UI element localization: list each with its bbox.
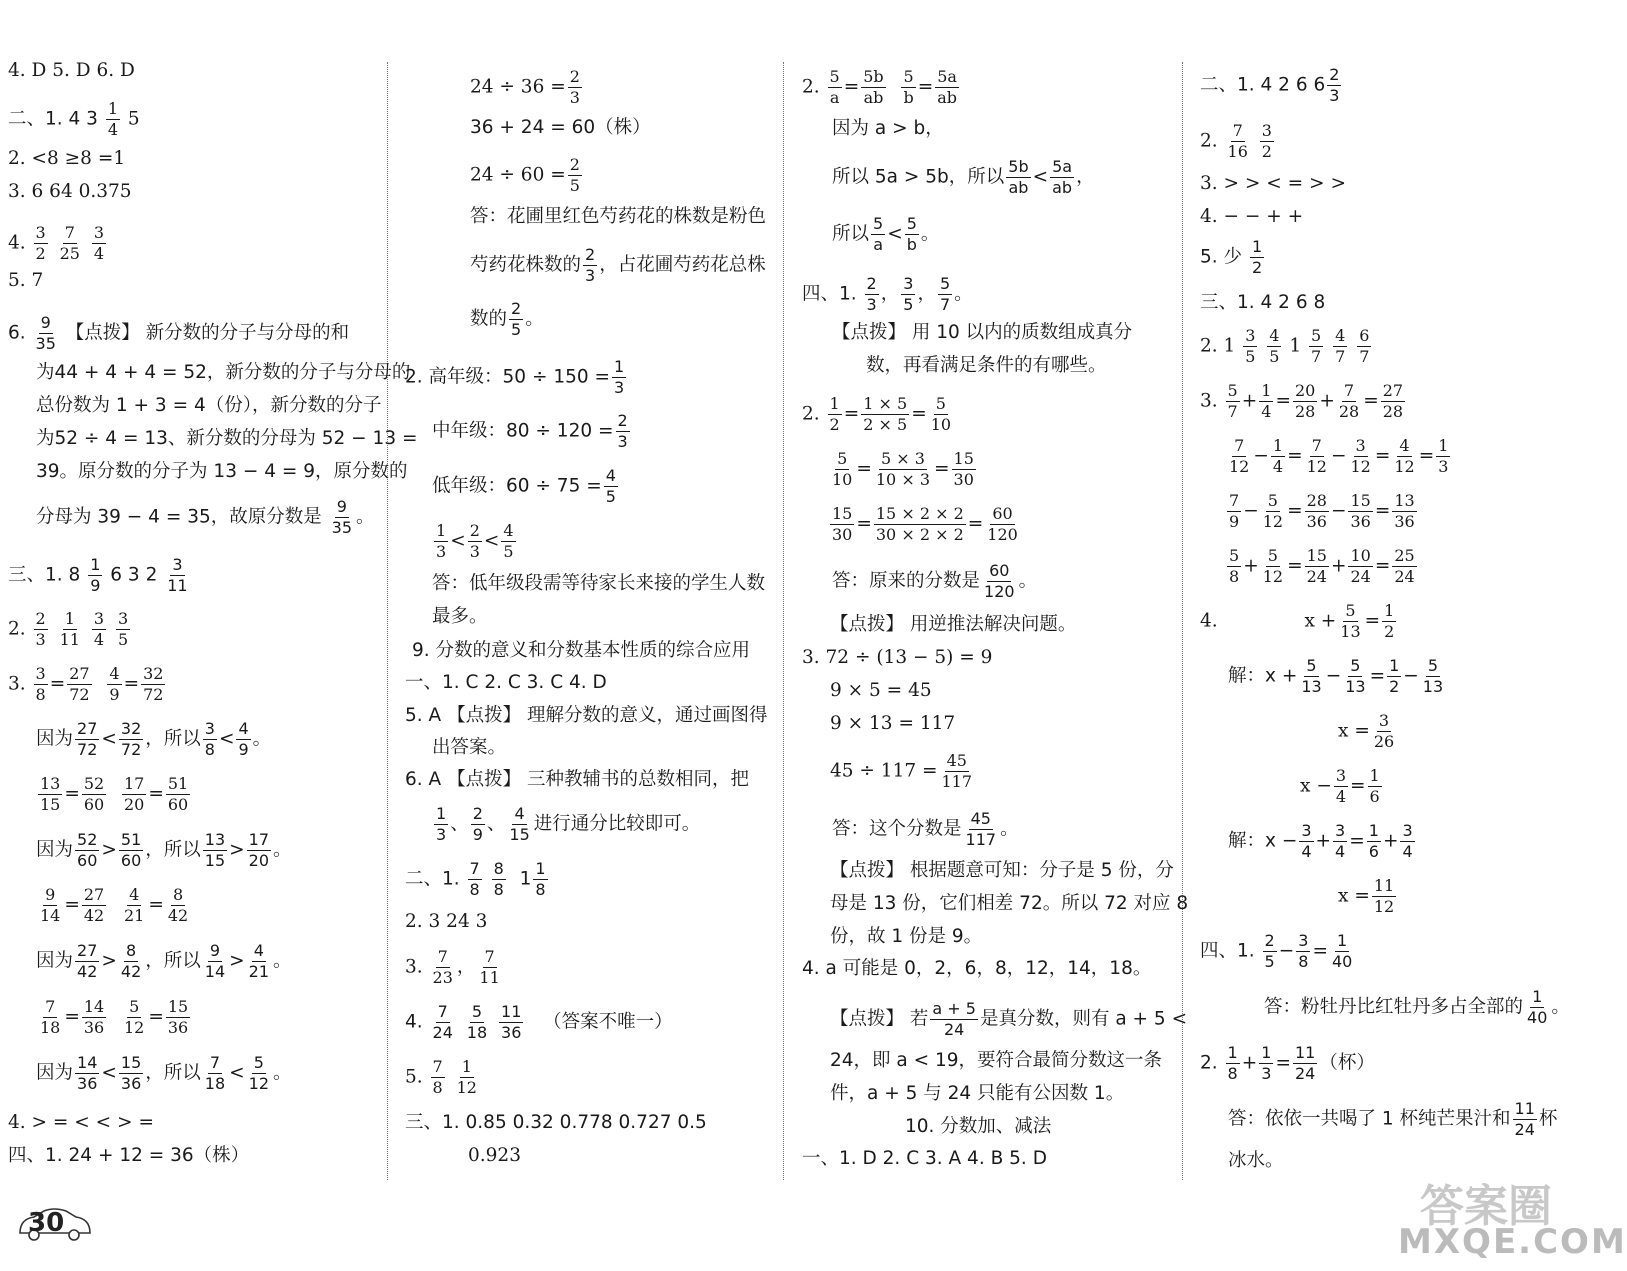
fraction: $\frac{11}{12}$ — [1373, 876, 1395, 916]
fraction: $\frac{1}{40}$ — [1331, 931, 1353, 971]
fraction: $\frac{3}{4}$ — [1335, 766, 1347, 806]
answer-line: 冰水。 — [1228, 1150, 1284, 1171]
answer-line: 三、1. 4 2 6 8 — [1200, 292, 1326, 313]
answer-line: 24，即 a < 19，要符合最简分数这一条 — [830, 1050, 1163, 1071]
watermark-text: MXQE.COM — [1398, 1222, 1627, 1262]
fraction: $\frac{1}{9}$ — [90, 555, 101, 595]
fraction: $\frac{4}{9}$ — [109, 664, 120, 704]
answer-line: $\frac{1}{3}$ < $\frac{2}{3}$ < $\frac{4}{5}$ — [436, 521, 514, 561]
fraction: $\frac{5}{b}$ — [906, 214, 917, 254]
fraction: $\frac{1}{3}$ — [614, 357, 625, 397]
fraction: $\frac{45}{117}$ — [941, 751, 973, 791]
column-divider — [783, 62, 784, 1180]
fraction: $\frac{1}{6}$ — [1368, 821, 1379, 861]
fraction: $\frac{6}{7}$ — [1359, 326, 1370, 366]
answer-line: 母是 13 份，它们相差 72。所以 72 对应 8 — [830, 893, 1189, 914]
fraction: $\frac{28}{36}$ — [1306, 491, 1327, 531]
fraction: $\frac{3}{4}$ — [1402, 821, 1413, 861]
fraction: $\frac{7}{9}$ — [1229, 491, 1240, 531]
fraction: $\frac{27}{42}$ — [83, 885, 105, 925]
answer-line: $\frac{15}{30}$ = $\frac{15 \times 2 \times 2}{30 \times 2 \times 2}$ = $\frac{60}{120}$ — [832, 504, 1018, 544]
answer-line: 2. $\frac{5}{a}$ = $\frac{5b}{ab}$ $\frac{5}{b}$ = $\frac{5a}{ab}$ — [802, 67, 957, 107]
answer-line: 4. x + $\frac{5}{13}$ = $\frac{1}{2}$ — [1200, 601, 1395, 641]
fraction: $\frac{15 \times 2 \times 2}{30 \times 2 \times 2}$ — [875, 504, 964, 544]
answer-line: 3. $\frac{7}{23}$ ， $\frac{7}{11}$ — [405, 947, 500, 987]
answer-line: 答：依依一共喝了 1 杯纯芒果汁和 $\frac{11}{24}$ 杯 — [1228, 1099, 1558, 1139]
answer-line: 因为 $\frac{52}{60}$ > $\frac{51}{60}$ ，所以 $\frac{13}{15}$ > $\frac{17}{20}$ 。 — [36, 830, 292, 870]
answer-line: 因为 $\frac{27}{72}$ < $\frac{32}{72}$ ，所以 $\frac{3}{8}$ < $\frac{4}{9}$ 。 — [36, 719, 272, 759]
answer-line: 解：x − $\frac{3}{4}$ + $\frac{3}{4}$ = $\frac{1}{6}$ + $\frac{3}{4}$ — [1228, 821, 1413, 861]
answer-line: 数，再看满足条件的有哪些。 — [866, 355, 1107, 376]
fraction: $\frac{1}{3}$ — [1261, 1043, 1272, 1083]
answer-line: 24 ÷ 60 = $\frac{2}{5}$ — [470, 155, 580, 195]
fraction: $\frac{1}{2}$ — [1251, 237, 1263, 277]
answer-line: 所以 $\frac{5}{a}$ < $\frac{5}{b}$ 。 — [832, 214, 940, 254]
answer-line: 6. A 【点拨】 三种教辅书的总数相同，把 — [405, 769, 749, 790]
fraction: $\frac{11}{24}$ — [1514, 1099, 1535, 1139]
fraction: $\frac{7}{11}$ — [479, 947, 500, 987]
fraction: $\frac{1}{2}$ — [1384, 601, 1395, 641]
fraction: $\frac{60}{120}$ — [984, 561, 1015, 601]
answer-line: 45 ÷ 117 = $\frac{45}{117}$ — [830, 751, 973, 791]
answer-line: $\frac{13}{15}$ = $\frac{52}{60}$ $\frac{17}{20}$ = $\frac{51}{60}$ — [40, 774, 189, 814]
answer-line: 2. 1 $\frac{3}{5}$ $\frac{4}{5}$ 1 $\frac{5}{7}$ $\frac{4}{7}$ $\frac{6}{7}$ — [1200, 326, 1370, 366]
fraction: $\frac{5}{8}$ — [1229, 546, 1240, 586]
fraction: $\frac{1}{4}$ — [1261, 381, 1272, 421]
answer-line: 2. $\frac{1}{2}$ = $\frac{1 \times 5}{2 \times 5}$ = $\frac{5}{10}$ — [802, 394, 952, 434]
answer-line: 因为 $\frac{14}{36}$ < $\frac{15}{36}$ ，所以 $\frac{7}{18}$ < $\frac{5}{12}$ 。 — [36, 1053, 292, 1093]
answer-line: 4. a 可能是 0，2，6，8，12，14，18。 — [802, 958, 1152, 979]
answer-line: x = $\frac{11}{12}$ — [1338, 876, 1395, 916]
fraction: $\frac{8}{42}$ — [167, 885, 189, 925]
answer-line: 件，a + 5 与 24 只能有公因数 1。 — [830, 1083, 1125, 1104]
answer-line: 为52 ÷ 4 = 13、新分数的分母为 52 − 13 = — [36, 428, 418, 449]
fraction: $\frac{5a}{ab}$ — [937, 67, 957, 107]
fraction: $\frac{17}{20}$ — [248, 830, 269, 870]
fraction: $\frac{4}{9}$ — [238, 719, 249, 759]
answer-line: 3. 6 64 0.375 — [8, 181, 132, 202]
fraction: $\frac{7}{28}$ — [1338, 381, 1360, 421]
fraction: $\frac{5}{13}$ — [1422, 656, 1444, 696]
answer-line: 2. $\frac{1}{8}$ + $\frac{1}{3}$ = $\frac{11}{24}$ （杯） — [1200, 1043, 1375, 1083]
fraction: $\frac{51}{60}$ — [167, 774, 189, 814]
answer-line: 24 ÷ 36 = $\frac{2}{3}$ — [470, 67, 580, 107]
fraction: $\frac{45}{117}$ — [965, 809, 997, 849]
fraction: $\frac{5}{b}$ — [903, 67, 914, 107]
fraction: $\frac{9}{35}$ — [331, 497, 353, 537]
fraction: $\frac{7}{8}$ — [469, 859, 480, 899]
fraction: $\frac{27}{72}$ — [69, 664, 90, 704]
fraction: $\frac{1}{8}$ — [535, 859, 546, 899]
fraction: $\frac{2}{3}$ — [617, 411, 628, 451]
answer-line: 四、1. $\frac{2}{5}$ − $\frac{3}{8}$ = $\frac{1}{40}$ — [1200, 931, 1353, 971]
fraction: $\frac{32}{72}$ — [120, 719, 142, 759]
fraction: $\frac{7}{16}$ — [1227, 121, 1248, 161]
fraction: $\frac{8}{42}$ — [120, 941, 142, 981]
answer-line: 二、1. $\frac{7}{8}$ $\frac{8}{8}$ 1 $\frac{1}{8}$ — [405, 859, 546, 899]
answer-line: 【点拨】 用逆推法解决问题。 — [830, 614, 1077, 635]
answer-line: 答：花圃里红色芍药花的株数是粉色 — [470, 206, 767, 227]
answer-line: 4. − − + + — [1200, 206, 1304, 227]
fraction: $\frac{1}{3}$ — [1438, 436, 1449, 476]
fraction: $\frac{1}{11}$ — [59, 609, 80, 649]
fraction: $\frac{5b}{ab}$ — [1008, 157, 1029, 197]
page-number: 30 — [28, 1208, 65, 1238]
fraction: $\frac{10}{24}$ — [1350, 546, 1371, 586]
fraction: $\frac{15}{36}$ — [120, 1053, 142, 1093]
answer-line: 4. D 5. D 6. D — [8, 60, 135, 81]
answer-line: 5. $\frac{7}{8}$ $\frac{1}{12}$ — [405, 1057, 477, 1097]
fraction: $\frac{7}{25}$ — [59, 223, 80, 263]
fraction: $\frac{7}{8}$ — [432, 1057, 443, 1097]
fraction: $\frac{3}{26}$ — [1373, 711, 1395, 751]
fraction: $\frac{2}{3}$ — [866, 274, 877, 314]
answer-line: 9 × 5 = 45 — [830, 680, 932, 701]
fraction: $\frac{4}{12}$ — [1394, 436, 1415, 476]
answer-line: $\frac{9}{14}$ = $\frac{27}{42}$ $\frac{4}{21}$ = $\frac{8}{42}$ — [40, 885, 189, 925]
fraction: $\frac{1}{12}$ — [456, 1057, 477, 1097]
fraction: $\frac{a + 5}{24}$ — [932, 999, 976, 1039]
fraction: $\frac{3}{4}$ — [1301, 821, 1312, 861]
answer-line: 2. $\frac{2}{3}$ $\frac{1}{11}$ $\frac{3}{4}$ $\frac{3}{5}$ — [8, 609, 129, 649]
fraction: $\frac{9}{35}$ — [35, 313, 56, 353]
fraction: $\frac{32}{72}$ — [143, 664, 164, 704]
fraction: $\frac{1}{2}$ — [1389, 656, 1400, 696]
answer-line: 三、1. 0.85 0.32 0.778 0.727 0.5 — [405, 1112, 707, 1133]
fraction: $\frac{5 \times 3}{10 \times 3}$ — [875, 449, 930, 489]
fraction: $\frac{5}{7}$ — [939, 274, 951, 314]
fraction: $\frac{5}{a}$ — [873, 214, 884, 254]
fraction: $\frac{9}{14}$ — [40, 885, 61, 925]
fraction: $\frac{7}{18}$ — [204, 1053, 226, 1093]
answer-line: 【点拨】 根据题意可知：分子是 5 份，分 — [830, 860, 1174, 881]
fraction: $\frac{52}{60}$ — [77, 830, 98, 870]
answer-line: 2. <8 ≥8 =1 — [8, 148, 126, 169]
answer-line: $\frac{7}{18}$ = $\frac{14}{36}$ $\frac{5}{12}$ = $\frac{15}{36}$ — [40, 997, 189, 1037]
fraction: $\frac{2}{5}$ — [511, 299, 522, 339]
answer-line: 6. $\frac{9}{35}$ 【点拨】 新分数的分子与分母的和 — [8, 313, 350, 353]
answer-line: 二、1. 4 3 $\frac{1}{4}$ 5 — [8, 99, 140, 139]
answer-line: 2. $\frac{7}{16}$ $\frac{3}{2}$ — [1200, 121, 1272, 161]
fraction: $\frac{14}{36}$ — [83, 997, 105, 1037]
fraction: $\frac{15}{36}$ — [167, 997, 189, 1037]
fraction: $\frac{3}{12}$ — [1350, 436, 1371, 476]
answer-line: 36 + 24 = 60（株） — [470, 117, 651, 138]
answer-line: 0.923 — [468, 1145, 521, 1166]
fraction: $\frac{5}{12}$ — [124, 997, 145, 1037]
fraction: $\frac{14}{36}$ — [77, 1053, 98, 1093]
fraction: $\frac{3}{4}$ — [93, 609, 105, 649]
fraction: $\frac{11}{36}$ — [501, 1002, 522, 1042]
fraction: $\frac{5}{18}$ — [466, 1002, 488, 1042]
fraction: $\frac{15}{24}$ — [1306, 546, 1327, 586]
answer-line: 3. $\frac{5}{7}$ + $\frac{1}{4}$ = $\frac{20}{28}$ + $\frac{7}{28}$ = $\frac{27}{28}$ — [1200, 381, 1404, 421]
fraction: $\frac{13}{15}$ — [204, 830, 226, 870]
answer-line: 芍药花株数的 $\frac{2}{3}$ ，占花圃芍药花总株 — [470, 245, 766, 285]
fraction: $\frac{2}{3}$ — [569, 67, 580, 107]
fraction: $\frac{13}{36}$ — [1394, 491, 1415, 531]
fraction: $\frac{27}{42}$ — [77, 941, 98, 981]
fraction: $\frac{5}{7}$ — [1227, 381, 1238, 421]
answer-line: 二、1. 4 2 6 6 $\frac{2}{3}$ — [1200, 65, 1340, 105]
answer-line: $\frac{1}{3}$ 、 $\frac{2}{9}$ 、 $\frac{4}{15}$ 进行通分比较即可。 — [436, 804, 701, 844]
answer-line: 【点拨】 用 10 以内的质数组成真分 — [832, 322, 1133, 343]
answer-line: 3. > > < = > > — [1200, 173, 1346, 194]
fraction: $\frac{15}{30}$ — [953, 449, 974, 489]
fraction: $\frac{7}{18}$ — [40, 997, 61, 1037]
answer-line: 2. 3 24 3 — [405, 911, 488, 932]
fraction: $\frac{4}{5}$ — [1269, 326, 1280, 366]
fraction: $\frac{25}{24}$ — [1394, 546, 1415, 586]
answer-line: 四、1. 24 + 12 = 36（株） — [8, 1145, 250, 1166]
fraction: $\frac{5}{13}$ — [1340, 601, 1361, 641]
answer-line: $\frac{5}{8}$ + $\frac{5}{12}$ = $\frac{15}{24}$ + $\frac{10}{24}$ = $\frac{25}{24}$ — [1229, 546, 1415, 586]
fraction: $\frac{5}{10}$ — [832, 449, 853, 489]
answer-line: 所以 5a > 5b，所以 $\frac{5b}{ab}$ < $\frac{5a}{ab}$ ， — [832, 157, 1095, 197]
answer-line: 5. 少 $\frac{1}{2}$ — [1200, 237, 1263, 277]
fraction: $\frac{20}{28}$ — [1294, 381, 1316, 421]
fraction: $\frac{3}{8}$ — [204, 719, 215, 759]
fraction: $\frac{2}{3}$ — [585, 245, 596, 285]
fraction: $\frac{1}{2}$ — [829, 394, 840, 434]
fraction: $\frac{13}{15}$ — [40, 774, 61, 814]
answer-line: 数的 $\frac{2}{5}$ 。 — [470, 299, 544, 339]
answer-line: 5. 7 — [8, 270, 44, 291]
fraction: $\frac{3}{4}$ — [1335, 821, 1346, 861]
fraction: $\frac{60}{120}$ — [987, 504, 1018, 544]
fraction: $\frac{4}{5}$ — [503, 521, 514, 561]
fraction: $\frac{5}{13}$ — [1345, 656, 1366, 696]
answer-line: 2. 高年级：50 ÷ 150 = $\frac{1}{3}$ — [405, 357, 625, 397]
fraction: $\frac{3}{11}$ — [167, 555, 188, 595]
fraction: $\frac{2}{5}$ — [569, 155, 580, 195]
fraction: $\frac{4}{21}$ — [124, 885, 145, 925]
answer-line: x = $\frac{3}{26}$ — [1338, 711, 1395, 751]
fraction: $\frac{7}{12}$ — [1229, 436, 1250, 476]
section-heading: 9. 分数的意义和分数基本性质的综合应用 — [412, 640, 751, 661]
answer-line: $\frac{7}{9}$ − $\frac{5}{12}$ = $\frac{28}{36}$ − $\frac{15}{36}$ = $\frac{13}{36}$ — [1229, 491, 1415, 531]
answer-line: 解：x + $\frac{5}{13}$ − $\frac{5}{13}$ = $\frac{1}{2}$ − $\frac{5}{13}$ — [1228, 656, 1444, 696]
answer-line: 39。原分数的分子为 13 − 4 = 9，原分数的 — [36, 461, 408, 482]
fraction: $\frac{7}{12}$ — [1306, 436, 1327, 476]
fraction: $\frac{3}{5}$ — [117, 609, 129, 649]
fraction: $\frac{2}{3}$ — [35, 609, 46, 649]
answer-line: 3. $\frac{3}{8}$ = $\frac{27}{72}$ $\frac{4}{9}$ = $\frac{32}{72}$ — [8, 664, 164, 704]
fraction: $\frac{8}{8}$ — [493, 859, 504, 899]
fraction: $\frac{5}{13}$ — [1301, 656, 1322, 696]
answer-line: 3. 72 ÷ (13 − 5) = 9 — [802, 647, 993, 668]
fraction: $\frac{3}{8}$ — [35, 664, 46, 704]
fraction: $\frac{4}{5}$ — [605, 466, 616, 506]
answer-line: 三、1. 8 $\frac{1}{9}$ 6 3 2 $\frac{3}{11}$ — [8, 555, 188, 595]
fraction: $\frac{5}{12}$ — [1262, 546, 1284, 586]
answer-line: 5. A 【点拨】 理解分数的意义，通过画图得 — [405, 705, 768, 726]
fraction: $\frac{1}{6}$ — [1369, 766, 1380, 806]
watermark-logo: 答案圈 — [1420, 1181, 1552, 1232]
fraction: $\frac{15}{30}$ — [832, 504, 853, 544]
answer-line: 分母为 39 − 4 = 35，故原分数是 $\frac{9}{35}$ 。 — [36, 497, 375, 537]
answer-line: x − $\frac{3}{4}$ = $\frac{1}{6}$ — [1300, 766, 1380, 806]
answer-line: 答：粉牡丹比红牡丹多占全部的 $\frac{1}{40}$ 。 — [1264, 987, 1570, 1027]
answer-line: $\frac{5}{10}$ = $\frac{5 \times 3}{10 \times 3}$ = $\frac{15}{30}$ — [832, 449, 974, 489]
fraction: $\frac{7}{24}$ — [432, 1002, 453, 1042]
fraction: $\frac{52}{60}$ — [83, 774, 105, 814]
fraction: $\frac{15}{36}$ — [1350, 491, 1371, 531]
fraction: $\frac{7}{23}$ — [432, 947, 453, 987]
answer-line: 一、1. C 2. C 3. C 4. D — [405, 672, 607, 693]
fraction: $\frac{51}{60}$ — [120, 830, 142, 870]
column-divider — [387, 62, 388, 1180]
fraction: $\frac{4}{21}$ — [248, 941, 269, 981]
answer-line: 【点拨】 若 $\frac{a + 5}{24}$ 是真分数，则有 a + 5 < — [830, 999, 1188, 1039]
answer-line: 出答案。 — [432, 737, 507, 758]
fraction: $\frac{5}{a}$ — [829, 67, 840, 107]
answer-line: 份，故 1 份是 9。 — [830, 926, 983, 947]
fraction: $\frac{5a}{ab}$ — [1052, 157, 1073, 197]
answer-line: 因为 a > b， — [832, 118, 944, 139]
fraction: $\frac{17}{20}$ — [124, 774, 145, 814]
answer-line: 最多。 — [432, 606, 488, 627]
answer-line: 为44 + 4 + 4 = 52，新分数的分子与分母的 — [36, 362, 411, 383]
answer-line: 四、1. $\frac{2}{3}$ ， $\frac{3}{5}$ ， $\frac{5}{7}$ 。 — [802, 274, 973, 314]
fraction: $\frac{4}{15}$ — [509, 804, 530, 844]
fraction: $\frac{1}{8}$ — [1227, 1043, 1238, 1083]
fraction: $\frac{1}{3}$ — [436, 521, 447, 561]
fraction: $\frac{1 \times 5}{2 \times 5}$ — [863, 394, 908, 434]
fraction: $\frac{27}{28}$ — [1382, 381, 1404, 421]
fraction: $\frac{1}{40}$ — [1527, 987, 1548, 1027]
answer-line: 因为 $\frac{27}{42}$ > $\frac{8}{42}$ ，所以 $\frac{9}{14}$ > $\frac{4}{21}$ 。 — [36, 941, 292, 981]
answer-line: 低年级：60 ÷ 75 = $\frac{4}{5}$ — [432, 466, 616, 506]
fraction: $\frac{1}{3}$ — [436, 804, 447, 844]
answer-line: 答：原来的分数是 $\frac{60}{120}$ 。 — [832, 561, 1038, 601]
fraction: $\frac{27}{72}$ — [77, 719, 98, 759]
fraction: $\frac{9}{14}$ — [204, 941, 226, 981]
fraction: $\frac{5}{12}$ — [248, 1053, 269, 1093]
fraction: $\frac{4}{7}$ — [1335, 326, 1346, 366]
fraction: $\frac{3}{2}$ — [35, 223, 46, 263]
fraction: $\frac{1}{4}$ — [107, 99, 119, 139]
answer-line: $\frac{7}{12}$ − $\frac{1}{4}$ = $\frac{7}{12}$ − $\frac{3}{12}$ = $\frac{4}{12}$ = $\frac{1}{3}$ — [1229, 436, 1449, 476]
fraction: $\frac{3}{4}$ — [93, 223, 105, 263]
fraction: $\frac{5}{7}$ — [1311, 326, 1322, 366]
fraction: $\frac{5}{12}$ — [1262, 491, 1284, 531]
fraction: $\frac{2}{5}$ — [1264, 931, 1275, 971]
answer-line: 中年级：80 ÷ 120 = $\frac{2}{3}$ — [432, 411, 628, 451]
fraction: $\frac{1}{4}$ — [1272, 436, 1284, 476]
answer-line: 9 × 13 = 117 — [830, 713, 956, 734]
fraction: $\frac{3}{5}$ — [1245, 326, 1256, 366]
fraction: $\frac{2}{3}$ — [1329, 65, 1340, 105]
fraction: $\frac{2}{9}$ — [472, 804, 483, 844]
fraction: $\frac{3}{5}$ — [903, 274, 914, 314]
answer-line: 总份数为 1 + 3 = 4（份），新分数的分子 — [36, 395, 382, 416]
fraction: $\frac{5b}{ab}$ — [863, 67, 884, 107]
fraction: $\frac{5}{10}$ — [930, 394, 952, 434]
answer-line: 一、1. D 2. C 3. A 4. B 5. D — [802, 1148, 1047, 1169]
answer-line: 4. $\frac{7}{24}$ $\frac{5}{18}$ $\frac{11}{36}$ （答案不唯一） — [405, 1002, 673, 1042]
fraction: $\frac{3}{8}$ — [1298, 931, 1309, 971]
answer-line: 答：低年级段需等待家长来接的学生人数 — [432, 573, 766, 594]
fraction: $\frac{2}{3}$ — [469, 521, 480, 561]
answer-line: 4. > = < < > = — [8, 1112, 154, 1133]
fraction: $\frac{11}{24}$ — [1294, 1043, 1316, 1083]
fraction: $\frac{3}{2}$ — [1261, 121, 1272, 161]
answer-line: 4. $\frac{3}{2}$ $\frac{7}{25}$ $\frac{3}{4}$ — [8, 223, 105, 263]
section-heading: 10. 分数加、减法 — [905, 1116, 1052, 1137]
answer-line: 答：这个分数是 $\frac{45}{117}$ 。 — [832, 809, 1019, 849]
